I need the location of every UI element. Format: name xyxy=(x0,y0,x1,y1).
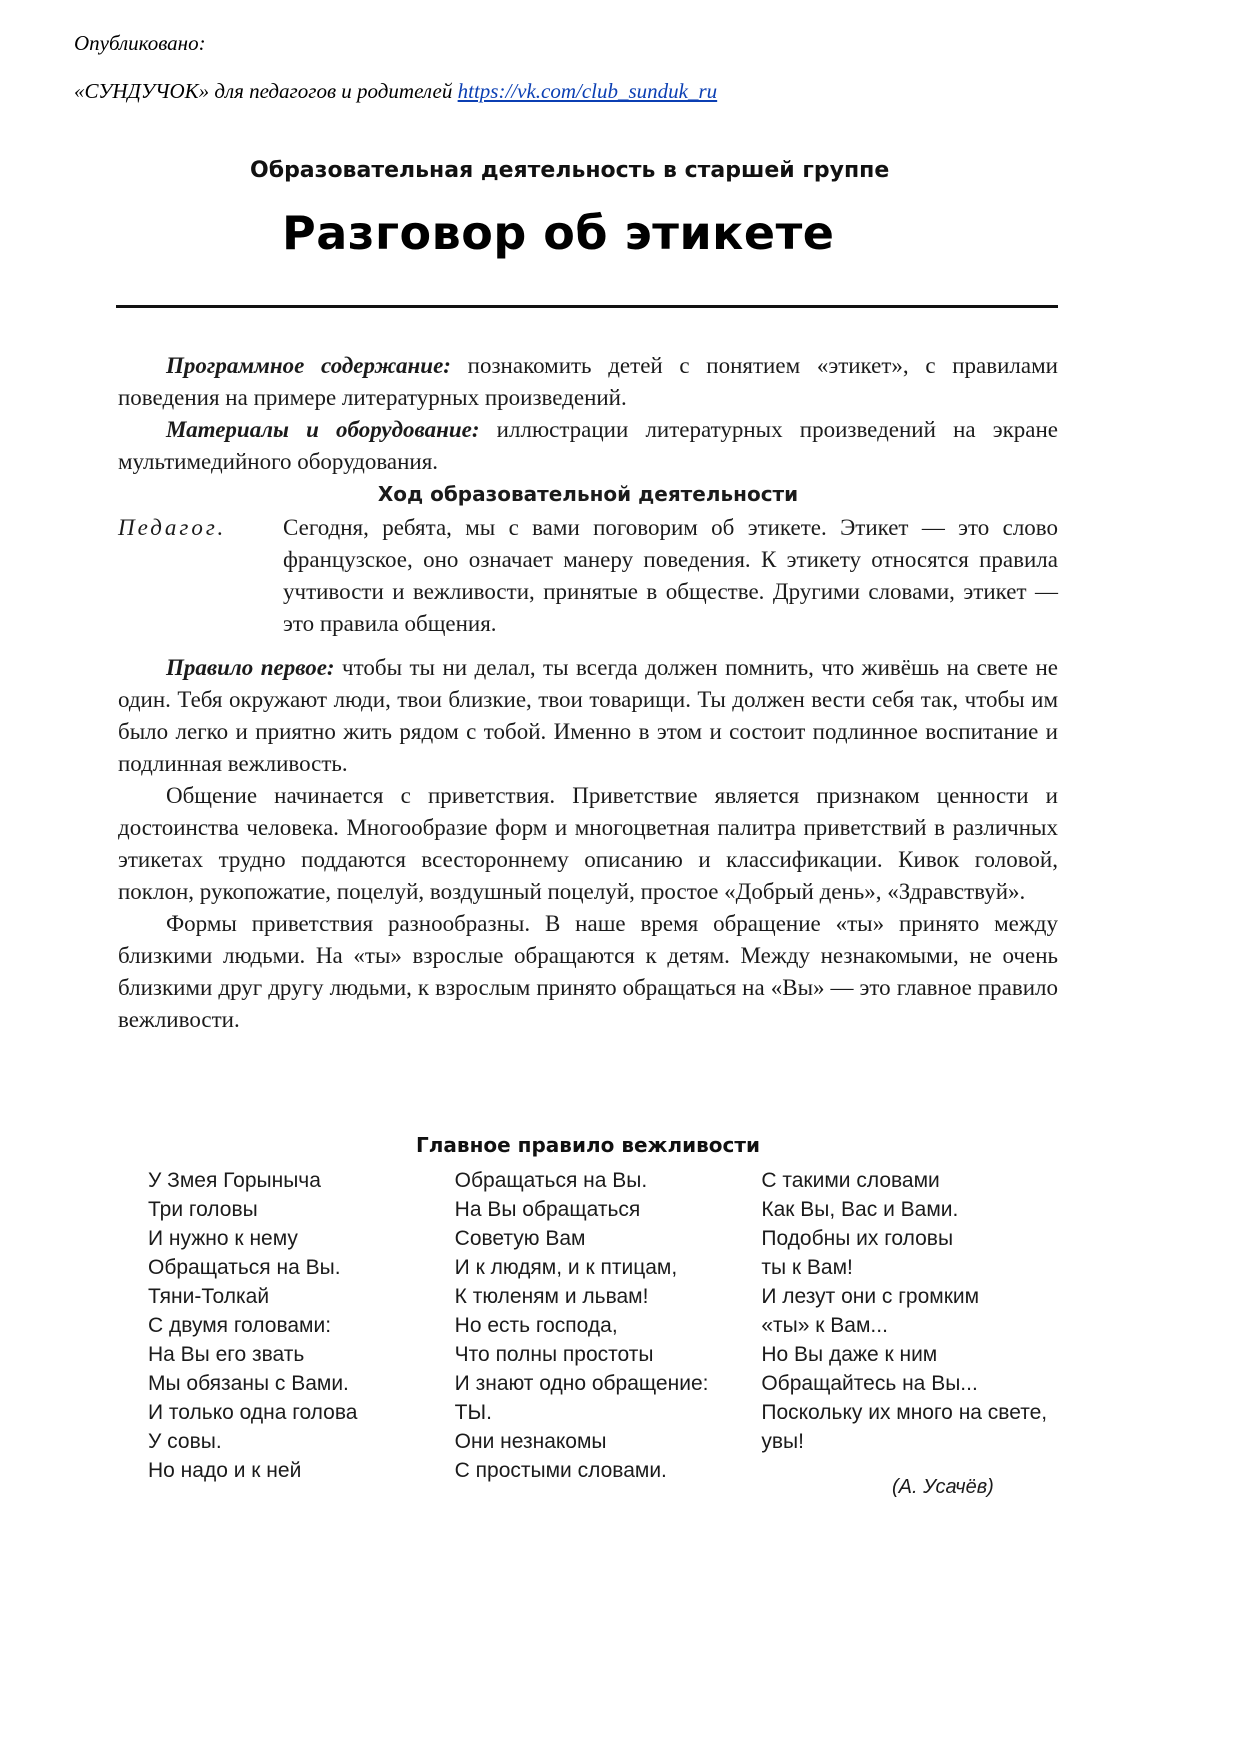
poem-line: С двумя головами: xyxy=(148,1314,332,1337)
poem-column xyxy=(148,1166,455,1485)
poem-line: У Змея Горыныча xyxy=(148,1169,321,1192)
program-text: познакомить детей с понятием «этикет», с правилами поведения на примере литературных произведений. xyxy=(118,353,1058,410)
poem-line: На Вы его звать xyxy=(148,1343,305,1366)
poem-line: Обращаться на Вы. xyxy=(148,1256,341,1279)
poem-line: У совы. xyxy=(148,1430,222,1453)
speaker-speech: Сегодня, ребята, мы с вами поговорим об этикете. Этикет — это слово французское, оно означает манеру поведения. К этикету относятся правила учтивости и вежливости, принятые в обществе. Другими словами, этикет — это правила общения. xyxy=(283,515,1058,636)
poem-line: Тяни-Толкай xyxy=(148,1285,270,1308)
poem-line: ты к Вам! xyxy=(761,1256,853,1279)
rule-one-text: чтобы ты ни делал, ты всегда должен помнить, что живёшь на свете не один. Тебя окружают люди, твои близкие, твои товарищи. Ты должен вести себя так, чтобы им было легко и приятно жить рядом с тобой. Именно в этом и состоит подлинное воспитание и подлинная вежливость. xyxy=(118,655,1058,776)
poem-column xyxy=(761,1166,1068,1485)
program-label: Программное содержание: xyxy=(166,353,451,378)
title-divider xyxy=(116,305,1058,308)
poem-line: Мы обязаны с Вами. xyxy=(148,1372,349,1395)
greeting-paragraph: Общение начинается с приветствия. Приветствие является признаком ценности и достоинства человека. Многообразие форм и многоцветная палитра приветствий в различных этикетах трудно поддаются всестороннему описанию и классификации. Кивок головой, поклон, рукопожатие, поцелуй, воздушный поцелуй, простое «Добрый день», «Здравствуй». xyxy=(118,783,1058,904)
article-body xyxy=(118,350,1058,1036)
program-paragraph xyxy=(118,350,1058,414)
poem-line: Но есть господа, xyxy=(454,1314,618,1337)
poem-line: На Вы обращаться xyxy=(454,1198,641,1221)
published-label: Опубликовано: xyxy=(74,31,206,55)
poem-column xyxy=(455,1166,762,1485)
poem-line: Три головы xyxy=(148,1198,258,1221)
poem-title: Главное правило вежливости xyxy=(416,1133,760,1157)
rule-one-label: Правило первое: xyxy=(166,655,335,680)
poem-line: И нужно к нему xyxy=(148,1227,298,1250)
poem-line: «ты» к Вам... xyxy=(761,1314,888,1337)
poem-line: С простыми словами. xyxy=(454,1459,667,1482)
poem-line: Подобны их головы xyxy=(761,1227,954,1250)
materials-paragraph xyxy=(118,414,1058,478)
publication-note xyxy=(74,30,1074,126)
poem-line: И только одна голова xyxy=(148,1401,358,1424)
teacher-dialog xyxy=(118,512,1058,640)
poem-line: И лезут они с громким xyxy=(761,1285,980,1308)
source-text: «СУНДУЧОК» для педагогов и родителей xyxy=(74,79,453,103)
rule-one-paragraph xyxy=(118,652,1058,780)
poem-line: Но надо и к ней xyxy=(148,1459,302,1482)
poem-line: С такими словами xyxy=(761,1169,940,1192)
poem-line: Поскольку их много на свете, xyxy=(761,1401,1048,1424)
poem-line: Но Вы даже к ним xyxy=(761,1343,938,1366)
poem-line: Как Вы, Вас и Вами. xyxy=(761,1198,959,1221)
source-link[interactable]: https://vk.com/club_sunduk_ru xyxy=(457,79,718,103)
materials-label: Материалы и оборудование: xyxy=(166,417,480,442)
poem-line: И к людям, и к птицам, xyxy=(454,1256,678,1279)
poem-line: Обращайтесь на Вы... xyxy=(761,1372,978,1395)
poem-line: Что полны простоты xyxy=(454,1343,654,1366)
poem-line: И знают одно обращение: xyxy=(454,1372,709,1395)
forms-paragraph: Формы приветствия разнообразны. В наше время обращение «ты» принято между близкими людьми. На «ты» взрослые обращаются к детям. Между незнакомыми, не очень близкими друг другу людьми, к взрослым принято обращаться на «Вы» — это главное правило вежливости. xyxy=(118,911,1058,1032)
poem-line: Они незнакомы xyxy=(454,1430,607,1453)
poem-line: К тюленям и львам! xyxy=(454,1285,649,1308)
poem-line: ТЫ. xyxy=(454,1401,492,1424)
poem-line: увы! xyxy=(761,1430,804,1453)
poem xyxy=(148,1166,1068,1485)
poem-line: Советую Вам xyxy=(454,1227,586,1250)
source-line xyxy=(74,78,1074,104)
materials-text: иллюстрации литературных произведений на экране мультимедийного оборудования. xyxy=(118,417,1059,474)
course-heading: Ход образовательной деятельности xyxy=(377,482,799,506)
speaker-label: Педагог. xyxy=(118,515,227,540)
poem-line: Обращаться на Вы. xyxy=(454,1169,648,1192)
article-subtitle: Образовательная деятельность в старшей группе xyxy=(250,158,890,183)
article-title: Разговор об этикете xyxy=(282,206,835,260)
poem-author: (А. Усачёв) xyxy=(892,1476,994,1498)
